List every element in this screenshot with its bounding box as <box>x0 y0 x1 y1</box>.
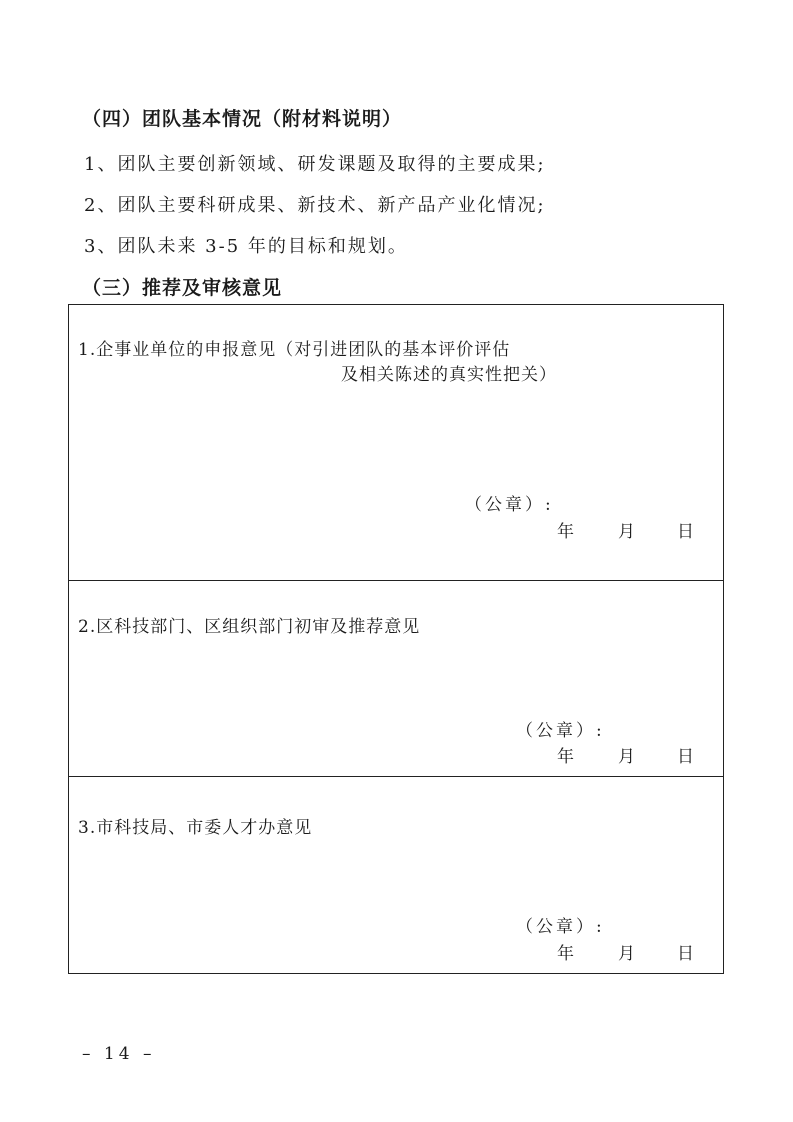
date-line <box>69 939 725 963</box>
date-day: 日 <box>677 747 694 767</box>
section-three-heading: （三）推荐及审核意见 <box>82 277 283 299</box>
date-year: 年 <box>557 522 574 542</box>
date-month: 月 <box>618 522 635 542</box>
opinion-cell-title: 3.市科技局、市委人才办意见 <box>78 818 313 838</box>
date-month: 月 <box>618 944 635 964</box>
date-line <box>69 742 725 766</box>
section-four-heading: （四）团队基本情况（附材料说明） <box>82 108 403 130</box>
date-year: 年 <box>557 747 574 767</box>
opinion-cell-district[interactable] <box>68 580 724 777</box>
opinion-cell-enterprise[interactable] <box>68 304 724 581</box>
official-seal-label: （公章）: <box>516 917 605 937</box>
date-day: 日 <box>677 522 694 542</box>
date-line <box>69 517 725 541</box>
date-year: 年 <box>557 944 574 964</box>
opinion-cell-subtitle: 及相关陈述的真实性把关） <box>341 365 557 385</box>
date-day: 日 <box>677 944 694 964</box>
opinion-cell-title: 1.企事业单位的申报意见（对引进团队的基本评价评估 <box>78 340 511 360</box>
list-item: 3、团队未来 3-5 年的目标和规划。 <box>84 236 408 257</box>
official-seal-label: （公章）: <box>516 721 605 741</box>
opinion-cell-city[interactable] <box>68 776 724 974</box>
opinion-cell-title: 2.区科技部门、区组织部门初审及推荐意见 <box>78 617 421 637</box>
date-month: 月 <box>618 747 635 767</box>
list-item: 2、团队主要科研成果、新技术、新产品产业化情况; <box>84 195 546 216</box>
list-item: 1、团队主要创新领域、研发课题及取得的主要成果; <box>84 154 546 175</box>
official-seal-label: （公章）: <box>465 495 554 515</box>
page-number: – 14 – <box>82 1044 156 1064</box>
